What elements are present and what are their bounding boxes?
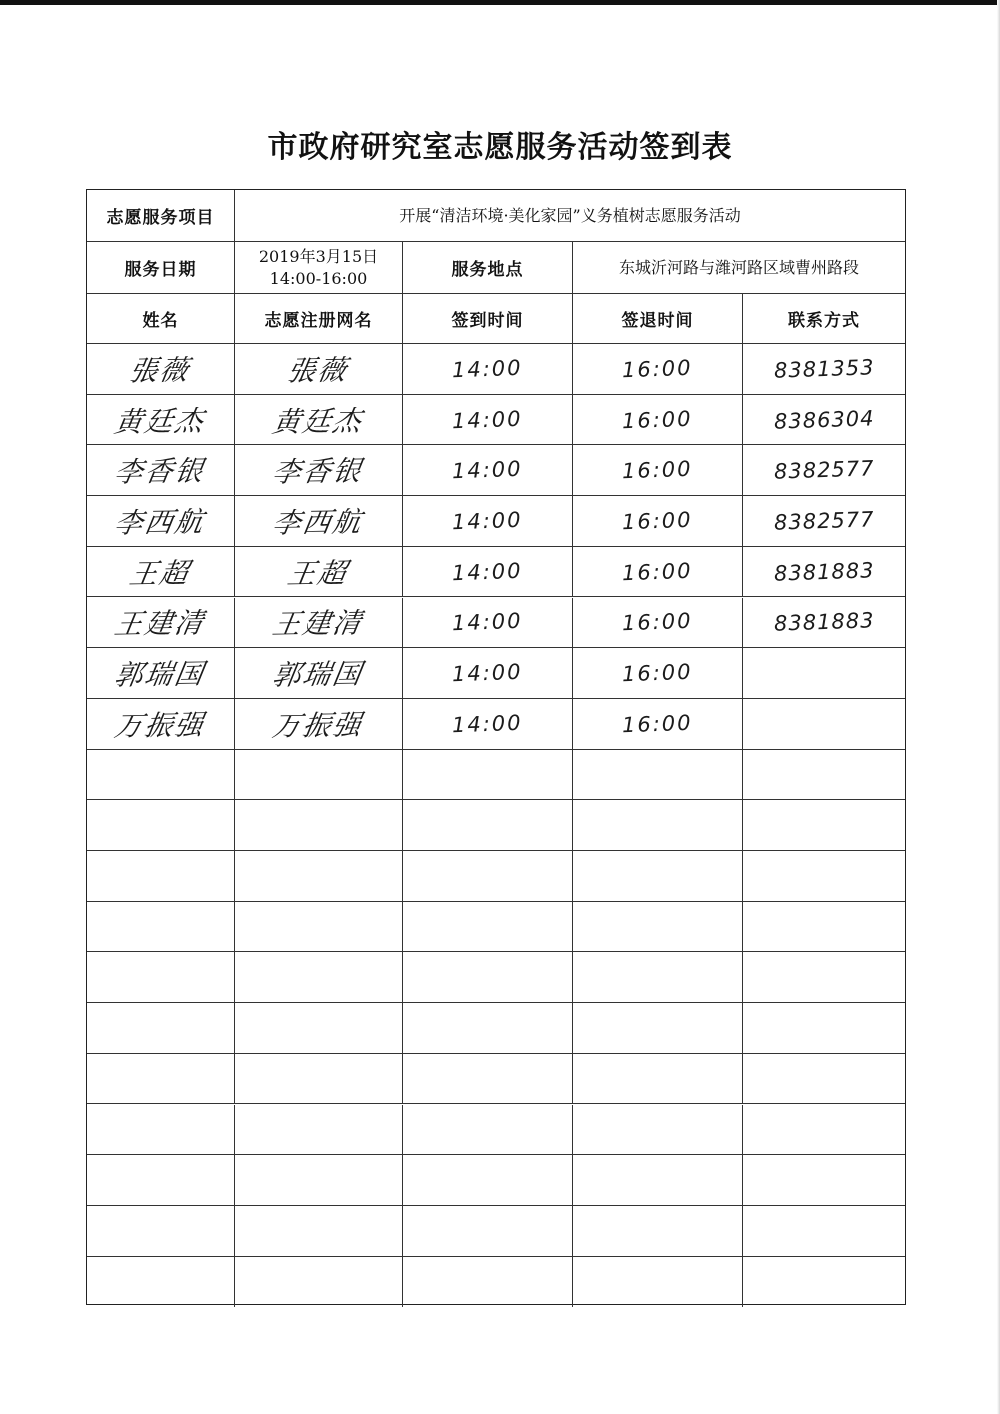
reg-name-cell (235, 1003, 403, 1053)
table-row (87, 1155, 905, 1206)
project-row (87, 190, 905, 242)
name-cell (87, 395, 235, 445)
contact-cell (743, 445, 905, 495)
col-header-checkout-label: 签退时间 (621, 311, 694, 331)
name-cell (87, 1105, 235, 1155)
col-header-name-label: 姓名 (142, 311, 179, 331)
name-cell (87, 598, 235, 648)
reg-name-value: 王超 (285, 556, 351, 591)
checkout-cell (573, 496, 743, 546)
reg-name-cell (235, 902, 403, 952)
contact-value: 8381353 (773, 355, 875, 383)
reg-name-cell (235, 598, 403, 648)
col-header-reg-name-label: 志愿注册网名 (264, 311, 373, 331)
name-cell (87, 547, 235, 597)
project-label-cell (87, 190, 235, 241)
checkin-cell (403, 699, 573, 749)
checkin-value: 14:00 (451, 355, 524, 383)
reg-name-cell (235, 1105, 403, 1155)
name-value: 李香银 (112, 454, 209, 490)
contact-cell (743, 1155, 905, 1205)
checkin-cell (403, 902, 573, 952)
checkout-cell (573, 547, 743, 597)
col-header-checkin-label: 签到时间 (451, 311, 524, 331)
checkin-cell (403, 952, 573, 1002)
reg-name-value: 張薇 (285, 353, 351, 388)
contact-cell (743, 851, 905, 901)
checkout-value: 16:00 (621, 457, 694, 484)
contact-value: 8386304 (773, 405, 875, 434)
checkout-value: 16:00 (621, 355, 694, 383)
col-header-checkout (573, 294, 743, 343)
checkout-cell (573, 851, 743, 901)
date-value-line1: 2019年3月15日 (258, 246, 379, 266)
scan-edge-top (0, 0, 1000, 5)
name-cell (87, 1257, 235, 1308)
checkin-value: 14:00 (451, 609, 524, 636)
checkin-value: 14:00 (451, 457, 524, 484)
name-value: 黄廷杰 (112, 403, 209, 439)
checkin-cell (403, 1003, 573, 1053)
date-place-row (87, 242, 905, 294)
checkout-cell (573, 1257, 743, 1308)
checkout-value: 16:00 (621, 659, 694, 687)
reg-name-value: 万振强 (270, 707, 367, 743)
reg-name-value: 黄廷杰 (270, 403, 367, 439)
table-row (87, 800, 905, 851)
project-value: 开展“清洁环境·美化家园”义务植树志愿服务活动 (399, 205, 741, 225)
checkin-cell (403, 445, 573, 495)
name-cell (87, 800, 235, 850)
checkin-cell (403, 395, 573, 445)
reg-name-value: 李香银 (270, 454, 367, 490)
contact-value: 8382577 (773, 456, 875, 484)
col-header-reg-name (235, 294, 403, 343)
col-header-name (87, 294, 235, 343)
contact-cell (743, 800, 905, 850)
contact-cell (743, 902, 905, 952)
table-row (87, 445, 905, 496)
reg-name-value: 王建清 (270, 606, 367, 642)
checkin-cell (403, 1206, 573, 1256)
name-cell (87, 648, 235, 698)
checkout-cell (573, 800, 743, 850)
date-label-cell (87, 242, 235, 293)
checkout-cell (573, 598, 743, 648)
page-title: 市政府研究室志愿服务活动签到表 (267, 130, 733, 165)
place-label-cell (403, 242, 573, 293)
contact-cell (743, 1105, 905, 1155)
name-value: 郭瑞国 (112, 657, 209, 692)
col-header-contact-label: 联系方式 (788, 311, 860, 331)
checkout-cell (573, 648, 743, 698)
table-row (87, 648, 905, 699)
name-cell (87, 902, 235, 952)
checkout-value: 16:00 (621, 710, 694, 737)
reg-name-cell (235, 750, 403, 800)
name-value: 万振强 (112, 707, 209, 743)
contact-cell (743, 344, 905, 394)
table-row (87, 952, 905, 1003)
table-row (87, 699, 905, 750)
name-cell (87, 1155, 235, 1205)
table-row (87, 851, 905, 902)
reg-name-cell (235, 547, 403, 597)
contact-value: 8382577 (773, 507, 875, 535)
name-cell (87, 1054, 235, 1104)
column-header-row (87, 294, 905, 344)
table-row (87, 344, 905, 395)
checkin-cell (403, 1257, 573, 1308)
place-label: 服务地点 (451, 260, 524, 280)
reg-name-cell (235, 1155, 403, 1205)
checkout-value: 16:00 (621, 406, 694, 433)
table-row (87, 750, 905, 801)
contact-cell (743, 699, 905, 749)
reg-name-value: 郭瑞国 (270, 657, 367, 692)
name-cell (87, 851, 235, 901)
name-cell (87, 445, 235, 495)
checkout-cell (573, 1206, 743, 1256)
name-cell (87, 952, 235, 1002)
place-value: 东城沂河路与潍河路区域曹州路段 (618, 257, 859, 277)
name-value: 王超 (127, 556, 193, 591)
date-label: 服务日期 (124, 260, 197, 280)
reg-name-value: 李西航 (270, 505, 367, 540)
table-row (87, 1105, 905, 1156)
checkin-cell (403, 344, 573, 394)
checkout-value: 16:00 (621, 507, 694, 535)
table-row (87, 496, 905, 547)
table-row (87, 1054, 905, 1105)
contact-cell (743, 598, 905, 648)
checkin-cell (403, 800, 573, 850)
reg-name-cell (235, 1054, 403, 1104)
date-value-cell (235, 242, 403, 293)
checkin-value: 14:00 (451, 659, 524, 687)
table-row (87, 1257, 905, 1308)
table-row (87, 547, 905, 598)
name-cell (87, 496, 235, 546)
table-row (87, 1206, 905, 1257)
checkin-cell (403, 750, 573, 800)
checkin-cell (403, 1155, 573, 1205)
table-row (87, 598, 905, 649)
contact-cell (743, 395, 905, 445)
name-cell (87, 344, 235, 394)
checkin-cell (403, 1054, 573, 1104)
reg-name-cell (235, 952, 403, 1002)
checkin-cell (403, 648, 573, 698)
checkout-cell (573, 902, 743, 952)
reg-name-cell (235, 395, 403, 445)
contact-cell (743, 750, 905, 800)
checkin-cell (403, 547, 573, 597)
col-header-contact (743, 294, 905, 343)
checkout-cell (573, 344, 743, 394)
checkin-cell (403, 1105, 573, 1155)
contact-cell (743, 1003, 905, 1053)
name-value: 張薇 (127, 353, 193, 388)
checkin-value: 14:00 (451, 710, 524, 737)
col-header-checkin (403, 294, 573, 343)
checkout-cell (573, 445, 743, 495)
contact-cell (743, 1054, 905, 1104)
project-label: 志愿服务项目 (106, 208, 215, 228)
table-row (87, 395, 905, 446)
checkout-cell (573, 1155, 743, 1205)
name-cell (87, 1206, 235, 1256)
checkout-value: 16:00 (621, 558, 694, 585)
checkout-cell (573, 750, 743, 800)
reg-name-cell (235, 851, 403, 901)
name-value: 王建清 (112, 606, 209, 642)
checkout-cell (573, 699, 743, 749)
table-row (87, 902, 905, 953)
project-value-cell (235, 190, 905, 241)
reg-name-cell (235, 1206, 403, 1256)
table-row (87, 1003, 905, 1054)
contact-value: 8381883 (773, 608, 875, 637)
date-value-line2: 14:00-16:00 (269, 268, 368, 288)
sign-in-table (86, 189, 906, 1305)
reg-name-cell (235, 496, 403, 546)
reg-name-cell (235, 1257, 403, 1308)
contact-cell (743, 1257, 905, 1308)
name-cell (87, 1003, 235, 1053)
contact-cell (743, 547, 905, 597)
checkout-value: 16:00 (621, 609, 694, 636)
checkin-value: 14:00 (451, 558, 524, 585)
checkin-cell (403, 598, 573, 648)
contact-cell (743, 952, 905, 1002)
contact-value: 8381883 (773, 557, 875, 586)
contact-cell (743, 496, 905, 546)
name-cell (87, 699, 235, 749)
reg-name-cell (235, 445, 403, 495)
checkout-cell (573, 1003, 743, 1053)
contact-cell (743, 648, 905, 698)
checkin-value: 14:00 (451, 406, 524, 433)
checkin-cell (403, 851, 573, 901)
name-value: 李西航 (112, 505, 209, 540)
reg-name-cell (235, 344, 403, 394)
checkin-cell (403, 496, 573, 546)
place-value-cell (573, 242, 905, 293)
name-cell (87, 750, 235, 800)
reg-name-cell (235, 800, 403, 850)
reg-name-cell (235, 699, 403, 749)
checkout-cell (573, 952, 743, 1002)
checkout-cell (573, 1105, 743, 1155)
contact-cell (743, 1206, 905, 1256)
checkout-cell (573, 395, 743, 445)
checkin-value: 14:00 (451, 507, 524, 535)
reg-name-cell (235, 648, 403, 698)
checkout-cell (573, 1054, 743, 1104)
